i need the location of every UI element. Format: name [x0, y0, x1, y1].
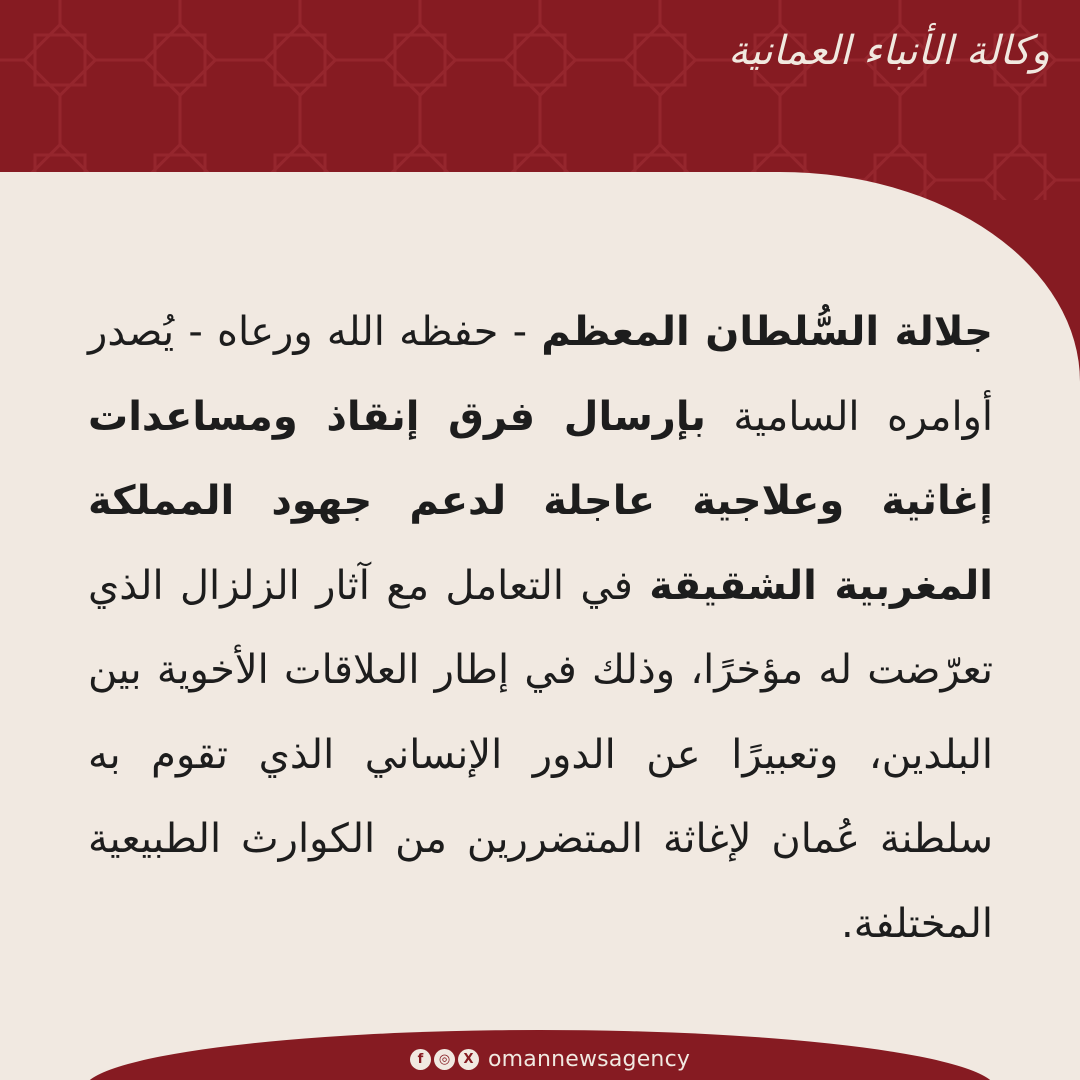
social-handle[interactable]: omannewsagency: [488, 1046, 691, 1072]
article-bold-segment: جلالة السُّلطان المعظم: [541, 309, 993, 355]
social-bar: [410, 1046, 690, 1072]
article-segment: في التعامل مع آثار الزلزال الذي تعرّضت له مؤخرًا، وذلك في إطار العلاقات الأخوية بين البلدين، وتعبيرًا عن الدور الإنساني الذي تقوم به سلطنة عُمان لإغاثة المتضررين من الكوارث الطبيعية المختلفة.: [88, 562, 993, 947]
ona-logo: وكالة الأنباء العمانية: [728, 28, 1050, 74]
article-bold-segment: بإرسال فرق إنقاذ ومساعدات إغاثية وعلاجية عاجلة لدعم جهود المملكة المغربية الشقيقة: [88, 393, 994, 609]
facebook-icon[interactable]: f: [410, 1049, 431, 1070]
article-text: [88, 290, 993, 966]
article-segment: - حفظه الله ورعاه - يُصدر أوامره السامية: [88, 309, 993, 440]
x-icon[interactable]: X: [458, 1049, 479, 1070]
instagram-icon[interactable]: ◎: [434, 1049, 455, 1070]
